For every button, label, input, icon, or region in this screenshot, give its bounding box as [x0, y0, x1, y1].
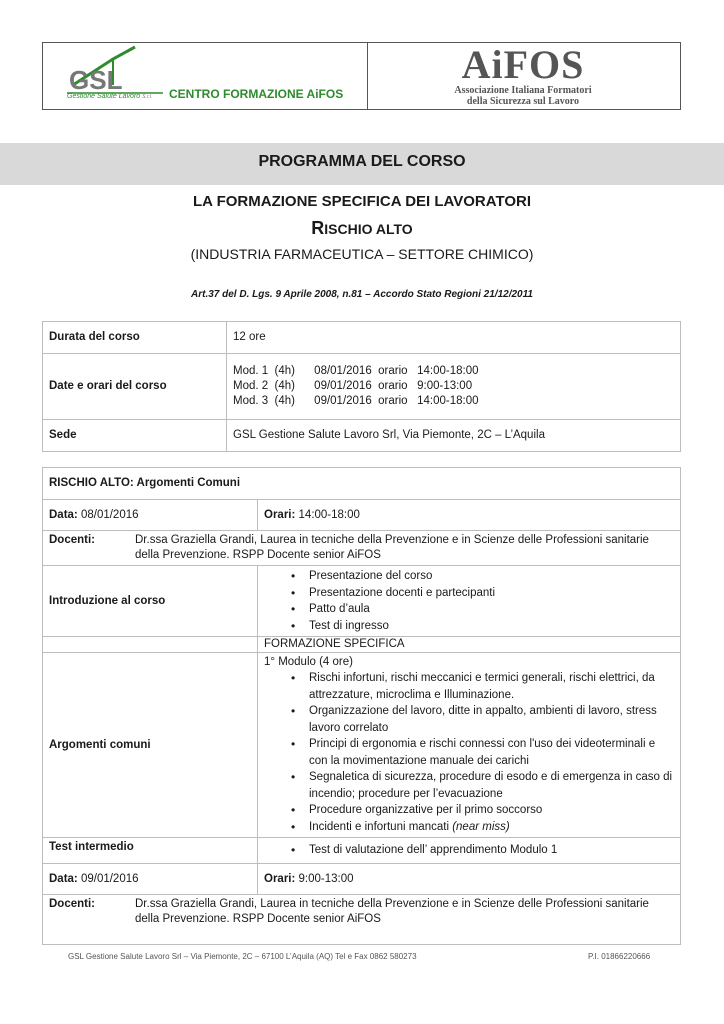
argomenti-list: [264, 670, 674, 835]
table-row: [43, 531, 681, 566]
list-item: • Test di ingresso: [309, 618, 674, 635]
program-table: [42, 467, 681, 945]
gsl-caption: Gestione Salute Lavoro: [67, 93, 141, 100]
test-label: Test intermedio: [43, 838, 258, 864]
orari-label: Orari:: [264, 508, 296, 521]
list-item: • Principi di ergonomia e rischi connessi con l'uso dei videoterminali e con la movimentazione manuale dei carichi: [309, 736, 674, 769]
subtitle-rest: ISCHIO ALTO: [324, 221, 413, 237]
date-label: Date e orari del corso: [43, 354, 227, 420]
data-label: Data:: [49, 872, 78, 885]
empty-cell: [43, 637, 258, 653]
table-row: [43, 653, 681, 838]
intro-label: Introduzione al corso: [43, 566, 258, 637]
list-item: • Presentazione docenti e partecipanti: [309, 585, 674, 602]
docenti-text: Dr.ssa Graziella Grandi, Laurea in tecniche della Prevenzione e in Scienze delle Professioni sanitarie della Prevenzione. RSPP Docente senior AiFOS: [135, 534, 649, 561]
orari-value: 14:00-18:00: [295, 508, 360, 521]
aifos-wordmark: AiFOS: [461, 42, 585, 87]
modulo-label: 1° Modulo (4 ore): [264, 656, 353, 668]
durata-value: 12 ore: [227, 322, 681, 354]
last-item-italic: (near miss): [452, 820, 510, 833]
list-item: • Procedure organizzative per il primo soccorso: [309, 802, 674, 819]
subtitle-cap: R: [311, 218, 325, 238]
mod2-line: Mod. 2 (4h) 09/01/2016 orario 9:00-13:00: [233, 380, 473, 392]
docenti-row: [43, 531, 681, 566]
gsl-caption-suffix: S.r.l.: [142, 94, 153, 100]
date-values: [227, 354, 681, 420]
table-row: [43, 566, 681, 637]
table-row: [43, 468, 681, 500]
program-title: PROGRAMMA DEL CORSO: [258, 153, 466, 170]
list-item: • Rischi infortuni, rischi meccanici e termici generali, rischi elettrici, da attrezzature, microclima e Illuminazione.: [309, 670, 674, 703]
aifos-logo: [443, 42, 603, 109]
footer-address: GSL Gestione Salute Lavoro Srl – Via Piemonte, 2C – 67100 L’Aquila (AQ) Tel e Fax 0862 580273: [68, 952, 417, 961]
table-row: [43, 354, 681, 420]
list-item: • Patto d’aula: [309, 601, 674, 618]
course-title: LA FORMAZIONE SPECIFICA DEI LAVORATORI: [192, 193, 532, 210]
list-item: [309, 819, 674, 836]
mod1-line: Mod. 1 (4h) 08/01/2016 orario 14:00-18:00: [233, 365, 479, 377]
docenti-label: Docenti:: [49, 898, 95, 910]
table-row: [43, 637, 681, 653]
course-subtitle: [0, 218, 724, 239]
mod3-line: Mod. 3 (4h) 09/01/2016 orario 14:00-18:00: [233, 395, 479, 407]
legal-reference: Art.37 del D. Lgs. 9 Aprile 2008, n.81 – Accordo Stato Regioni 21/12/2011: [191, 289, 533, 300]
table-row: [43, 838, 681, 864]
footer-vat: P.I. 01866220666: [588, 952, 651, 961]
day1-time: [258, 500, 681, 531]
test-list: [264, 842, 674, 859]
argomenti-content: [258, 653, 681, 838]
letterhead: [42, 42, 681, 110]
data-value: 09/01/2016: [77, 872, 139, 885]
centro-formazione-label: CENTRO FORMAZIONE AiFOS: [169, 87, 344, 101]
day2-date: [43, 864, 258, 895]
day2-time: [258, 864, 681, 895]
svg-text:GSL: GSL: [69, 65, 123, 95]
course-sector: (INDUSTRIA FARMACEUTICA – SETTORE CHIMICO): [190, 246, 534, 262]
aifos-subtitle-2: della Sicurezza sul Lavoro: [466, 96, 580, 107]
orari-value: 9:00-13:00: [295, 872, 354, 885]
aifos-subtitle-1: Associazione Italiana Formatori: [454, 85, 592, 96]
course-info-table: [42, 321, 681, 452]
day1-date: [43, 500, 258, 531]
list-item: • Test di valutazione dell’ apprendimento Modulo 1: [309, 842, 674, 859]
docenti2-row: [43, 895, 681, 945]
program-band: [0, 143, 724, 185]
table-row: [43, 322, 681, 354]
program-heading: RISCHIO ALTO: Argomenti Comuni: [43, 468, 681, 500]
docenti-label: Docenti:: [49, 534, 95, 546]
header-divider: [367, 43, 368, 109]
durata-label: Durata del corso: [43, 322, 227, 354]
table-row: [43, 500, 681, 531]
formazione-specifica: FORMAZIONE SPECIFICA: [258, 637, 681, 653]
table-row: [43, 864, 681, 895]
sede-value: GSL Gestione Salute Lavoro Srl, Via Piemonte, 2C – L’Aquila: [227, 420, 681, 452]
argomenti-label: Argomenti comuni: [43, 653, 258, 838]
list-item: • Organizzazione del lavoro, ditte in appalto, ambienti di lavoro, stress lavoro correlato: [309, 703, 674, 736]
sede-label: Sede: [43, 420, 227, 452]
list-item: • Segnaletica di sicurezza, procedure di esodo e di emergenza in caso di incendio; procedure per l’evacuazione: [309, 769, 674, 802]
data-value: 08/01/2016: [77, 508, 139, 521]
orari-label: Orari:: [264, 872, 296, 885]
list-item: • Presentazione del corso: [309, 568, 674, 585]
test-content: [258, 838, 681, 864]
last-item-text: Incidenti e infortuni mancati: [309, 820, 453, 833]
data-label: Data:: [49, 508, 78, 521]
intro-content: [258, 566, 681, 637]
table-row: [43, 895, 681, 945]
table-row: [43, 420, 681, 452]
intro-list: [264, 568, 674, 634]
gsl-logo: [63, 45, 173, 103]
docenti-text: Dr.ssa Graziella Grandi, Laurea in tecniche della Prevenzione e in Scienze delle Professioni sanitarie della Prevenzione. RSPP Docente senior AiFOS: [135, 898, 649, 925]
